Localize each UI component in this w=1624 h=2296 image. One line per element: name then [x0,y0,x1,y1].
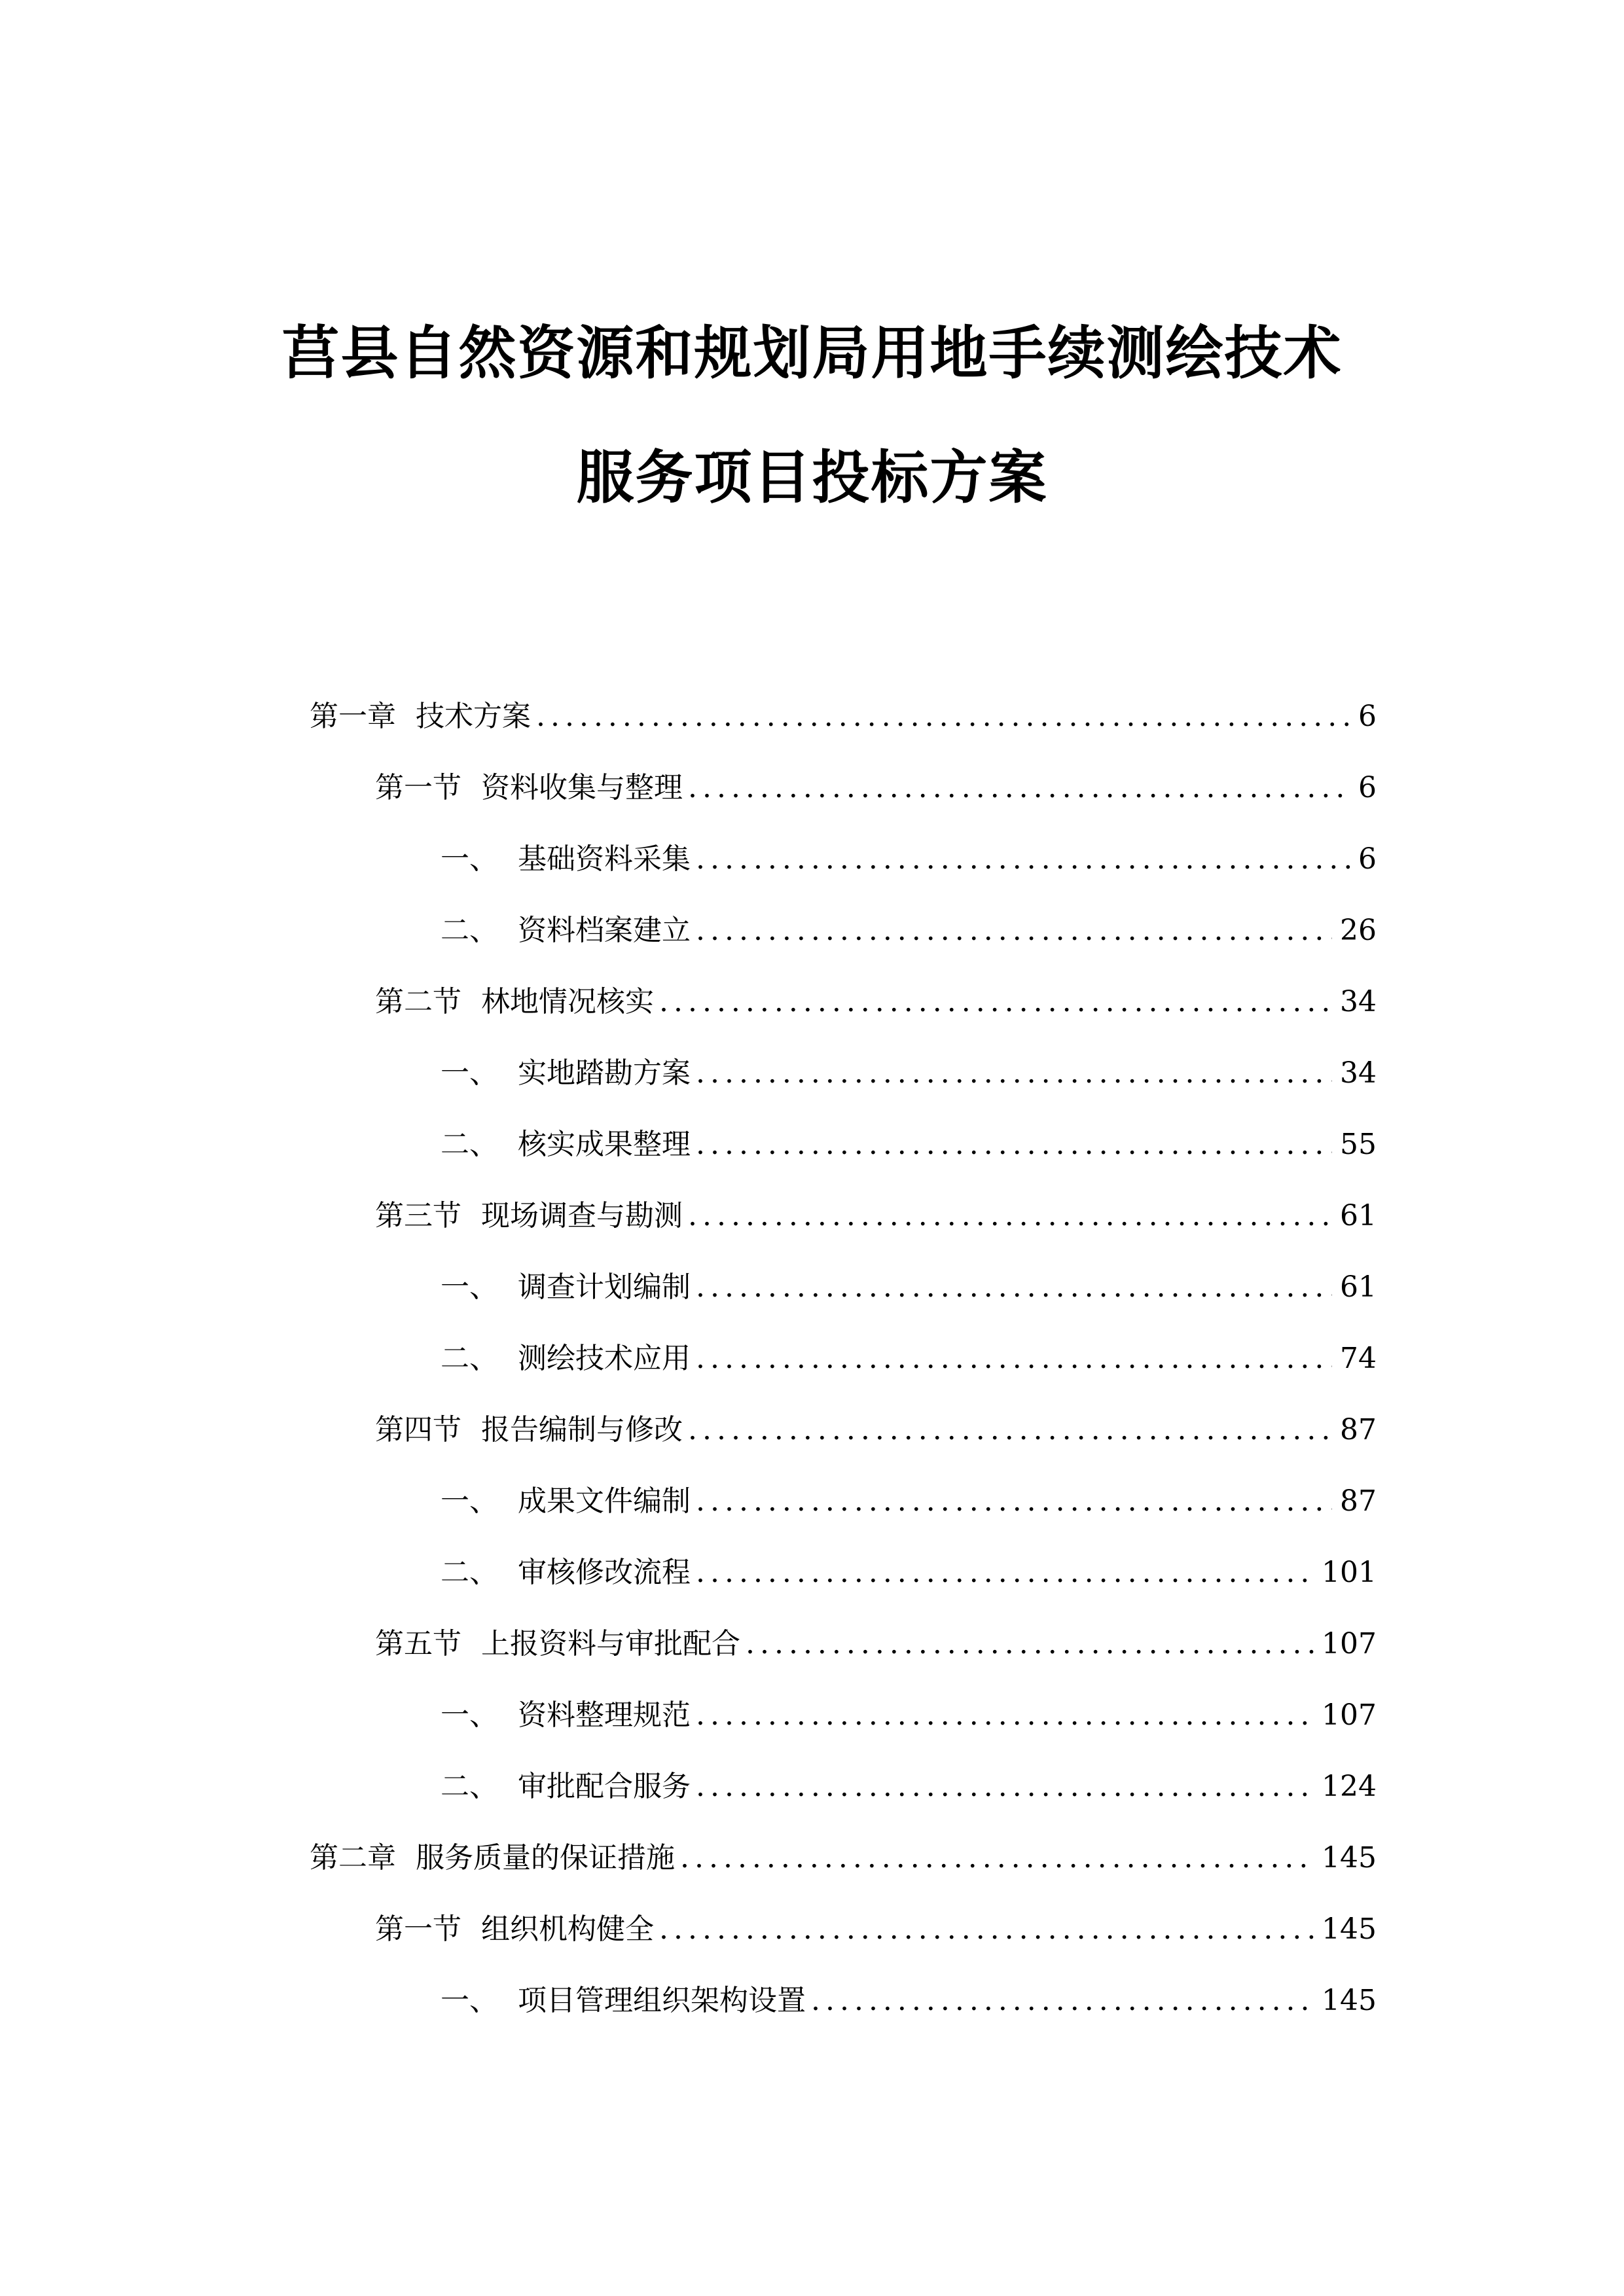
toc-page-number: 124 [1322,1770,1377,1803]
toc-prefix: 二、 [441,914,498,947]
toc-leader-dots [659,982,1332,1022]
toc-leader-dots [696,1268,1332,1307]
toc-text: 调查计划编制 [518,1270,691,1304]
toc-prefix: 一、 [441,1270,498,1304]
toc-entry-item[interactable] [441,1268,1377,1307]
toc-prefix: 第二章 [310,1841,396,1874]
toc-prefix: 二、 [441,1342,498,1375]
toc-entry-section[interactable] [375,982,1377,1022]
toc-entry-chapter[interactable] [310,1839,1377,1878]
toc-leader-dots [536,697,1350,736]
toc-entry-item[interactable] [441,1767,1377,1806]
toc-prefix: 一、 [441,1698,498,1732]
toc-text: 核实成果整理 [518,1128,691,1161]
toc-leader-dots [696,1553,1314,1592]
toc-text: 现场调查与勘测 [481,1199,683,1232]
toc-text: 资料整理规范 [518,1698,691,1732]
toc-text: 资料档案建立 [518,914,691,947]
toc-page-number: 87 [1340,1484,1377,1518]
toc-page-number: 107 [1322,1627,1377,1660]
toc-leader-dots [688,768,1350,808]
toc-page-number: 145 [1322,1984,1377,2017]
toc-entry-chapter[interactable] [310,697,1377,736]
toc-entry-item[interactable] [441,1054,1377,1093]
toc-text: 审核修改流程 [518,1556,691,1589]
toc-leader-dots [659,1910,1314,1949]
toc-page-number: 107 [1322,1698,1377,1732]
toc-prefix: 二、 [441,1128,498,1161]
toc-entry-section[interactable] [375,768,1377,808]
toc-prefix: 一、 [441,842,498,876]
toc-prefix: 一、 [441,1056,498,1090]
toc-prefix: 第三节 [375,1199,461,1232]
toc-prefix: 第二节 [375,985,461,1018]
toc-text: 测绘技术应用 [518,1342,691,1375]
toc-leader-dots [696,1125,1332,1164]
toc-page-number: 61 [1340,1199,1377,1232]
toc-text: 成果文件编制 [518,1484,691,1518]
toc-page-number: 145 [1322,1912,1377,1946]
toc-entry-item[interactable] [441,911,1377,950]
toc-page-number: 6 [1358,700,1377,733]
toc-leader-dots [688,1196,1332,1236]
toc-entry-item[interactable] [441,840,1377,879]
toc-page-number: 61 [1340,1270,1377,1304]
toc-text: 资料收集与整理 [481,771,683,804]
toc-page-number: 87 [1340,1413,1377,1446]
toc-text: 报告编制与修改 [481,1413,683,1446]
toc-text: 实地踏勘方案 [518,1056,691,1090]
toc-prefix: 第四节 [375,1413,461,1446]
toc-leader-dots [696,1054,1332,1093]
toc-leader-dots [688,1410,1332,1450]
toc-entry-section[interactable] [375,1624,1377,1664]
toc-entry-item[interactable] [441,1696,1377,1735]
toc-text: 组织机构健全 [481,1912,654,1946]
toc-leader-dots [746,1624,1314,1664]
toc-page-number: 6 [1358,842,1377,876]
toc-prefix: 第一节 [375,771,461,804]
toc-entry-item[interactable] [441,1125,1377,1164]
toc-prefix: 二、 [441,1770,498,1803]
toc-prefix: 第五节 [375,1627,461,1660]
title-line-1: 莒县自然资源和规划局用地手续测绘技术 [281,319,1343,387]
toc-page-number: 34 [1340,1056,1377,1090]
toc-text: 审批配合服务 [518,1770,691,1803]
document-title [0,321,1624,511]
toc-page-number: 101 [1322,1556,1377,1589]
toc-text: 服务质量的保证措施 [416,1841,675,1874]
toc-entry-item[interactable] [441,1553,1377,1592]
toc-text: 林地情况核实 [481,985,654,1018]
toc-entry-section[interactable] [375,1910,1377,1949]
toc-leader-dots [680,1839,1314,1878]
toc-entry-item[interactable] [441,1981,1377,2020]
toc-prefix: 第一章 [310,700,396,733]
toc-text: 项目管理组织架构设置 [518,1984,806,2017]
toc-leader-dots [696,1339,1332,1378]
toc-leader-dots [696,840,1350,879]
toc-leader-dots [696,1696,1314,1735]
toc-prefix: 第一节 [375,1912,461,1946]
toc-prefix: 二、 [441,1556,498,1589]
toc-entry-item[interactable] [441,1482,1377,1521]
toc-text: 基础资料采集 [518,842,691,876]
toc-prefix: 一、 [441,1984,498,2017]
toc-prefix: 一、 [441,1484,498,1518]
toc-page-number: 145 [1322,1841,1377,1874]
toc-entry-section[interactable] [375,1196,1377,1236]
toc-page-number: 26 [1340,914,1377,947]
toc-leader-dots [696,1482,1332,1521]
toc-entry-section[interactable] [375,1410,1377,1450]
toc-page-number: 55 [1340,1128,1377,1161]
toc-text: 技术方案 [416,700,531,733]
toc-page-number: 74 [1340,1342,1377,1375]
toc-page-number: 34 [1340,985,1377,1018]
toc-entry-item[interactable] [441,1339,1377,1378]
toc-text: 上报资料与审批配合 [481,1627,740,1660]
toc-leader-dots [696,911,1332,950]
toc-leader-dots [696,1767,1314,1806]
toc-leader-dots [811,1981,1314,2020]
title-line-2: 服务项目投标方案 [576,444,1048,511]
toc-page-number: 6 [1358,771,1377,804]
